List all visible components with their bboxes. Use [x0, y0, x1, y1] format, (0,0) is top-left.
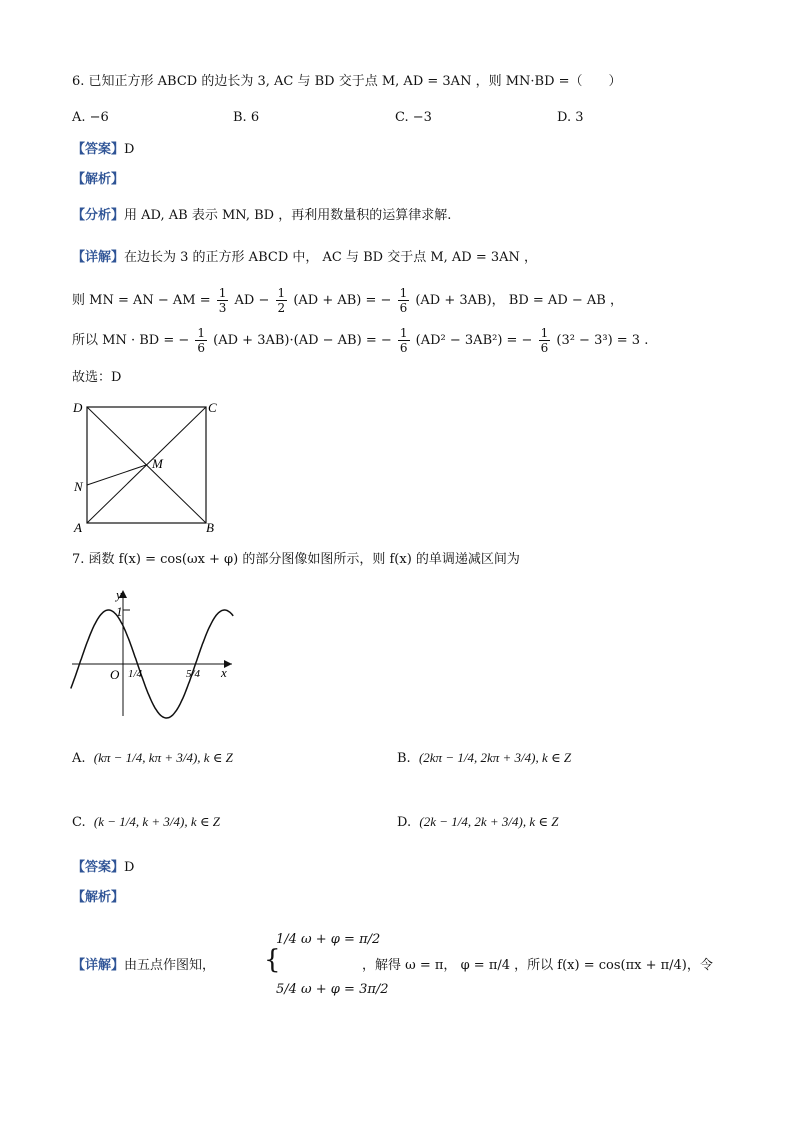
label-x: x: [221, 665, 227, 680]
label-a: A: [74, 520, 82, 535]
q7-answer-line: [72, 858, 134, 878]
label-five-quarter: 5/4: [186, 668, 201, 680]
detail-text-1: 在边长为 3 的正方形 ABCD 中， AC 与 BD 交于点 M, AD = 3AN ，: [124, 250, 538, 265]
q6-detail-1: [72, 248, 537, 268]
fraction-1-2: $\frac{1}{2}$: [277, 286, 286, 315]
q6-option-a: A. −6: [72, 110, 109, 125]
detail-2c: (AD + AB) = −: [293, 293, 392, 308]
q7-detail: [72, 956, 215, 976]
q7-option-b: B. (2kπ − 1/4, 2kπ + 3/4), k ∈ Z: [397, 750, 572, 766]
detail-2b: AD −: [234, 293, 270, 308]
q6-option-d: D. 3: [557, 110, 584, 125]
answer-value: D: [124, 142, 135, 157]
fraction-1-6: $\frac{1}{6}$: [399, 286, 408, 315]
answer-tag: 【答案】: [72, 142, 125, 157]
detail-tag: 【详解】: [72, 250, 125, 265]
answer-value: D: [124, 860, 135, 875]
fraction-1-3: $\frac{1}{3}$: [218, 286, 227, 315]
equation-system-1: 1/4 ω + φ = π/2: [276, 932, 381, 947]
detail-tag: 【详解】: [72, 958, 125, 973]
q6-analysis-tag: [72, 170, 124, 190]
q7-option-d: D. (2k − 1/4, 2k + 3/4), k ∈ Z: [397, 814, 559, 830]
detail-3d: (3² − 3³) = 3 .: [556, 333, 649, 348]
fenxi-tag: 【分析】: [72, 208, 125, 223]
label-d: D: [73, 400, 83, 415]
detail-3a: 所以 MN · BD = −: [72, 333, 190, 348]
fenxi-text: 用 AD, AB 表示 MN, BD ，再利用数量积的运算律求解.: [124, 208, 452, 223]
segment-nm: [87, 465, 146, 485]
label-one: 1: [116, 604, 123, 619]
label-c: C: [208, 400, 217, 415]
detail-2d: (AD + 3AB)， BD = AD − AB ，: [415, 293, 623, 308]
q7-analysis-tag: [72, 888, 124, 908]
fraction-1-6: $\frac{1}{6}$: [197, 326, 206, 355]
label-m: M: [152, 456, 163, 471]
label-quarter: 1/4: [128, 668, 143, 680]
detail-3c: (AD² − 3AB²) = −: [415, 333, 533, 348]
detail-2a: 则 MN = AN − AM =: [72, 293, 211, 308]
label-b: B: [206, 520, 214, 535]
fraction-1-6: $\frac{1}{6}$: [540, 326, 549, 355]
q6-fenxi: [72, 206, 451, 226]
fraction-1-6: $\frac{1}{6}$: [399, 326, 408, 355]
analysis-tag: 【解析】: [72, 890, 125, 905]
q6-option-b: B. 6: [233, 110, 260, 125]
detail-b: ，解得 ω = π， φ = π/4 ，所以 f(x) = cos(πx + π/4)，令: [362, 958, 713, 973]
q6-detail-3: [72, 324, 648, 358]
detail-a: 由五点作图知，: [124, 958, 216, 973]
q7-stem: 7. 函数 f(x) = cos(ωx + φ) 的部分图像如图所示，则 f(x) 的单调递减区间为: [72, 552, 520, 567]
cosine-graph: [68, 582, 238, 722]
label-y: y: [116, 587, 122, 602]
detail-3b: (AD + 3AB)·(AD − AB) = −: [213, 333, 392, 348]
label-n: N: [74, 479, 83, 494]
brace: {: [264, 945, 281, 975]
q6-option-c: C. −3: [395, 110, 432, 125]
label-origin: O: [110, 667, 120, 682]
square-figure: [68, 396, 228, 536]
q7-option-c: C. (k − 1/4, k + 3/4), k ∈ Z: [72, 814, 220, 830]
q6-answer-line: [72, 140, 134, 160]
q6-conclusion: 故选：D: [72, 370, 122, 385]
q6-detail-2: [72, 284, 623, 318]
q6-stem: 6. 已知正方形 ABCD 的边长为 3, AC 与 BD 交于点 M, AD = 3AN ，则 MN·BD =（ ）: [72, 74, 622, 89]
equation-system-2: 5/4 ω + φ = 3π/2: [276, 982, 389, 997]
q7-option-a: A. (kπ − 1/4, kπ + 3/4), k ∈ Z: [72, 750, 233, 766]
analysis-tag: 【解析】: [72, 172, 125, 187]
answer-tag: 【答案】: [72, 860, 125, 875]
